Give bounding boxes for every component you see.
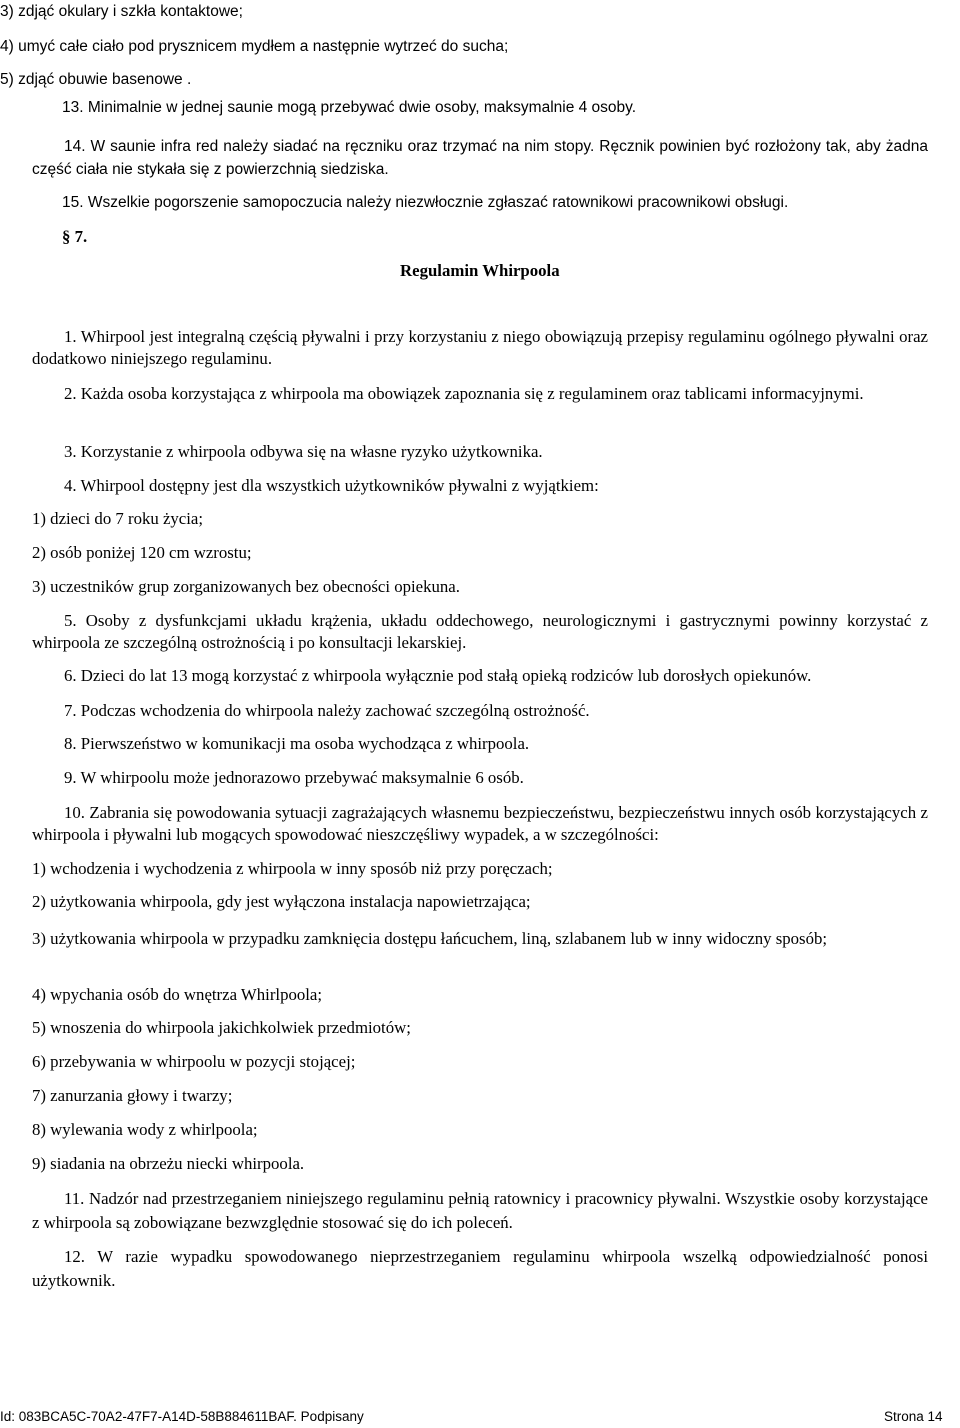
list-item: 15. Wszelkie pogorszenie samopoczucia należy niezwłocznie zgłaszać ratownikowi pracownikowi obsługi. xyxy=(62,194,789,211)
list-item: 3. Korzystanie z whirpoola odbywa się na własne ryzyko użytkownika. xyxy=(64,442,543,461)
list-item: 1. Whirpool jest integralną częścią pływalni i przy korzystaniu z niego obowiązują przepisy regulaminu ogólnego pływalni oraz dodatkowo niniejszego regulaminu. xyxy=(32,327,928,368)
list-item: 12. W razie wypadku spowodowanego nieprzestrzeganiem regulaminu whirpoola wszelką odpowiedzialność ponosi użytkownik. xyxy=(32,1247,928,1290)
list-item: 9. W whirpoolu może jednorazowo przebywać maksymalnie 6 osób. xyxy=(64,768,524,787)
list-item: 3) użytkowania whirpoola w przypadku zamknięcia dostępu łańcuchem, liną, szlabanem lub w inny widoczny sposób; xyxy=(32,929,828,948)
list-item: 2) użytkowania whirpoola, gdy jest wyłączona instalacja napowietrzająca; xyxy=(32,892,531,911)
list-item: 4) wpychania osób do wnętrza Whirlpoola; xyxy=(32,985,323,1004)
list-item: 13. Minimalnie w jednej saunie mogą przebywać dwie osoby, maksymalnie 4 osoby. xyxy=(62,99,637,116)
list-item: 3) zdjąć okulary i szkła kontaktowe; xyxy=(0,3,243,20)
list-item: 1) wchodzenia i wychodzenia z whirpoola w inny sposób niż przy poręczach; xyxy=(32,859,553,878)
list-item: 1) dzieci do 7 roku życia; xyxy=(32,509,204,528)
list-item: 7. Podczas wchodzenia do whirpoola należy zachować szczególną ostrożność. xyxy=(64,701,590,720)
list-item: 8) wylewania wody z whirlpoola; xyxy=(32,1120,258,1139)
list-item: 14. W saunie infra red należy siadać na ręczniku oraz trzymać na nim stopy. Ręcznik powinien być rozłożony tak, aby żadna część ciała nie stykała się z powierzchnią siedziska. xyxy=(32,138,928,178)
list-item: 7) zanurzania głowy i twarzy; xyxy=(32,1086,233,1105)
page-number: Strona 14 xyxy=(884,1409,943,1424)
list-item: 11. Nadzór nad przestrzeganiem niniejszego regulaminu pełnią ratownicy i pracownicy pływalni. Wszystkie osoby korzystające z whirpoola są zobowiązane bezwzględnie stosować się do ich poleceń. xyxy=(32,1189,928,1232)
list-item: 6. Dzieci do lat 13 mogą korzystać z whirpoola wyłącznie pod stałą opieką rodziców lub dorosłych opiekunów. xyxy=(64,666,812,685)
list-item: 10. Zabrania się powodowania sytuacji zagrażających własnemu bezpieczeństwu, bezpieczeństwu innych osób korzystających z whirpoola i pływalni lub mogących spowodować nieszczęśliwy wypadek, a w szczególności: xyxy=(32,803,928,844)
list-item: 3) uczestników grup zorganizowanych bez obecności opiekuna. xyxy=(32,577,460,596)
section-title: Regulamin Whirpoola xyxy=(400,261,560,280)
document-id: Id: 083BCA5C-70A2-47F7-A14D-58B884611BAF. Podpisany xyxy=(0,1409,364,1424)
list-item: 5. Osoby z dysfunkcjami układu krążenia, układu oddechowego, neurologicznymi i gastrycznymi powinny korzystać z whirpoola ze szczególną ostrożnością i po konsultacji lekarskiej. xyxy=(32,611,928,652)
list-item: 9) siadania na obrzeżu niecki whirpoola. xyxy=(32,1154,305,1173)
list-item: 2) osób poniżej 120 cm wzrostu; xyxy=(32,543,252,562)
list-item: 4) umyć całe ciało pod prysznicem mydłem a następnie wytrzeć do sucha; xyxy=(0,38,509,55)
list-item: 6) przebywania w whirpoolu w pozycji stojącej; xyxy=(32,1052,356,1071)
list-item: 8. Pierwszeństwo w komunikacji ma osoba wychodząca z whirpoola. xyxy=(64,734,530,753)
list-item: 5) zdjąć obuwie basenowe . xyxy=(0,71,192,88)
list-item: 2. Każda osoba korzystająca z whirpoola ma obowiązek zapoznania się z regulaminem oraz tablicami informacyjnymi. xyxy=(64,384,864,403)
list-item: 4. Whirpool dostępny jest dla wszystkich użytkowników pływalni z wyjątkiem: xyxy=(64,476,599,495)
list-item: 5) wnoszenia do whirpoola jakichkolwiek przedmiotów; xyxy=(32,1018,411,1037)
section-number: § 7. xyxy=(62,227,88,246)
